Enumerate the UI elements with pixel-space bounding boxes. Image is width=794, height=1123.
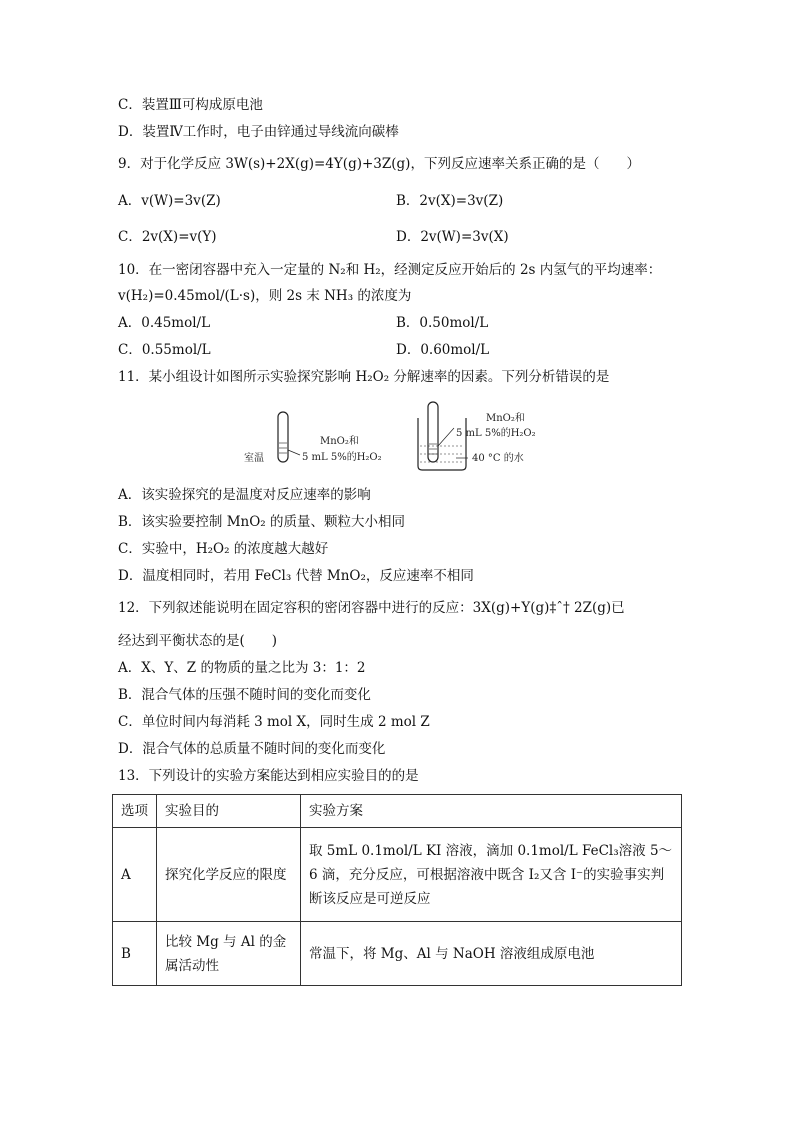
experiment-figure	[240, 398, 570, 472]
table-row	[113, 922, 682, 986]
q11-option-d: D．温度相同时，若用 FeCl₃ 代替 MnO₂，反应速率不相同	[118, 568, 474, 584]
q10-stem-1: 10．在一密闭容器中充入一定量的 N₂和 H₂，经测定反应开始后的 2s 内氢气的平均速率：	[118, 262, 662, 278]
right-test-tube	[428, 402, 438, 462]
q11-option-c: C．实验中，H₂O₂ 的浓度越大越好	[118, 541, 329, 557]
left-test-tube	[278, 412, 288, 462]
q11-stem: 11．某小组设计如图所示实验探究影响 H₂O₂ 分解速率的因素。下列分析错误的是	[118, 369, 610, 385]
table-header-purpose: 实验目的	[157, 795, 301, 828]
right-reagent-1: MnO₂和	[486, 413, 525, 424]
q10-option-a: A．0.45mol/L	[118, 315, 211, 331]
left-reagent-2: 5 mL 5%的H₂O₂	[302, 452, 382, 463]
q8-option-c: C．装置Ⅲ可构成原电池	[118, 97, 263, 113]
q12-stem-2: 经达到平衡状态的是( )	[118, 633, 278, 649]
row-b-option: B	[113, 922, 157, 986]
row-b-plan: 常温下，将 Mg、Al 与 NaOH 溶液组成原电池	[301, 922, 682, 986]
q9-option-d: D．2v(W)=3v(X)	[396, 229, 509, 245]
right-bath-label: 40 °C 的水	[472, 453, 524, 464]
q11-option-b: B．该实验要控制 MnO₂ 的质量、颗粒大小相同	[118, 514, 405, 530]
table-header-plan: 实验方案	[301, 795, 682, 828]
q12-option-d: D．混合气体的总质量不随时间的变化而变化	[118, 741, 386, 757]
q10-option-b: B．0.50mol/L	[396, 315, 489, 331]
q10-stem-2: v(H₂)=0.45mol/(L·s)，则 2s 末 NH₃ 的浓度为	[118, 288, 412, 304]
q10-option-c: C．0.55mol/L	[118, 342, 211, 358]
table-header-row	[113, 795, 682, 828]
q12-option-b: B．混合气体的压强不随时间的变化而变化	[118, 687, 371, 703]
q12-stem-1: 12．下列叙述能说明在固定容积的密闭容器中进行的反应：3X(g)+Y(g)‡ˆ† 2Z(g)已	[118, 600, 625, 616]
row-a-plan: 取 5mL 0.1mol/L KI 溶液，滴加 0.1mol/L FeCl₃溶液 5～6 滴，充分反应，可根据溶液中既含 I₂又含 I⁻的实验事实判断该反应是可逆反应	[301, 828, 682, 922]
q13-stem: 13．下列设计的实验方案能达到相应实验目的的是	[118, 768, 419, 784]
table-row	[113, 828, 682, 922]
experiment-table	[112, 794, 682, 986]
q9-option-c: C．2v(X)=v(Y)	[118, 229, 217, 245]
left-label: 室温	[244, 453, 264, 464]
row-a-option: A	[113, 828, 157, 922]
q9-stem: 9．对于化学反应 3W(s)+2X(g)=4Y(g)+3Z(g)，下列反应速率关系正确的是（ ）	[118, 156, 640, 172]
table-header-option: 选项	[113, 795, 157, 828]
row-a-purpose: 探究化学反应的限度	[157, 828, 301, 922]
q10-option-d: D．0.60mol/L	[396, 342, 490, 358]
right-reagent-2: 5 mL 5%的H₂O₂	[456, 428, 536, 439]
q8-option-d: D．装置Ⅳ工作时，电子由锌通过导线流向碳棒	[118, 124, 399, 140]
left-reagent-1: MnO₂和	[320, 436, 359, 447]
q12-option-c: C．单位时间内每消耗 3 mol X，同时生成 2 mol Z	[118, 714, 430, 730]
q12-option-a: A．X、Y、Z 的物质的量之比为 3：1：2	[118, 660, 366, 676]
q9-option-a: A．v(W)=3v(Z)	[118, 193, 221, 209]
q11-option-a: A．该实验探究的是温度对反应速率的影响	[118, 487, 371, 503]
row-b-purpose: 比较 Mg 与 Al 的金属活动性	[157, 922, 301, 986]
q9-option-b: B．2v(X)=3v(Z)	[396, 193, 504, 209]
